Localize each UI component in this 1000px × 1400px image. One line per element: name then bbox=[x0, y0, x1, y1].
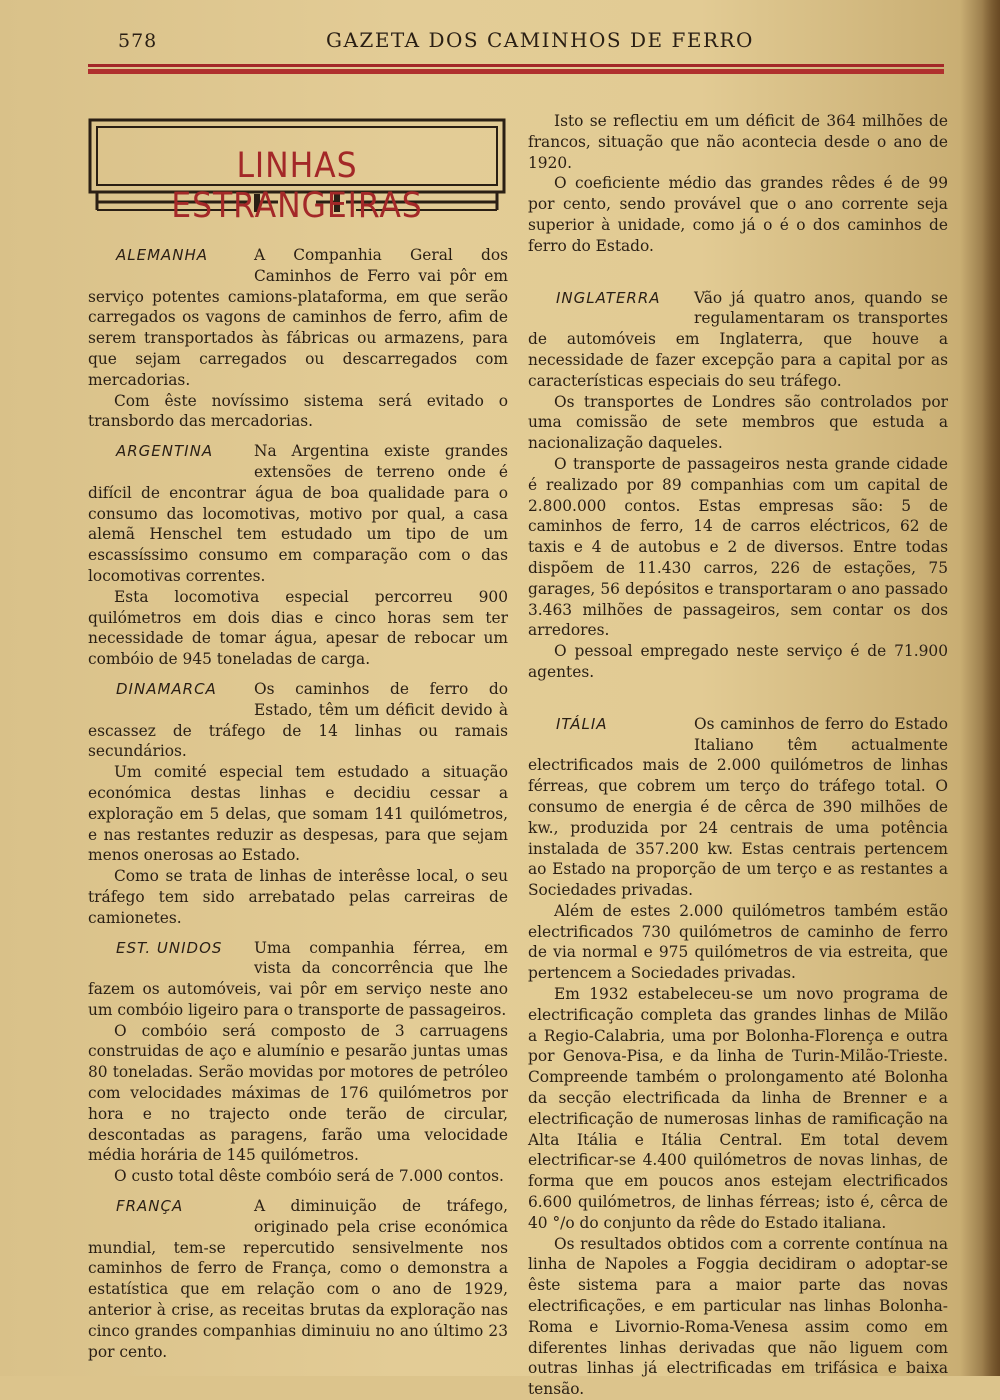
article-paragraph: Além de estes 2.000 quilómetros também estão electrificados 730 quilómetros de caminho de ferro de via normal e 975 quilómetros de via estreita, que pertencem a Sociedades privadas. bbox=[528, 901, 948, 983]
spacer bbox=[528, 683, 948, 705]
section-title: LINHAS ESTRANGEIRAS bbox=[171, 146, 423, 226]
article-paragraph: A diminuição de tráfego, originado pela crise económica mundial, tem-se repercutido sensivelmente nos caminhos de ferro de França, como o demonstra a estatística que em relação com o ano de 1929, anterior à crise, as receitas brutas da exploração nas cinco grandes companhias diminuiu no ano último 23 por cento. bbox=[88, 1197, 508, 1361]
article-paragraph: Os resultados obtidos com a corrente contínua na linha de Napoles a Foggia decidiram o adoptar-se êste sistema para a maior parte das novas electrificações, e em particular nas linhas Bolonha-Roma e Livornio-Roma-Venesa assim como em diferentes linhas derivadas que não liguem com outras linhas já electrificadas em trifásica e baixa tensão. bbox=[528, 1234, 948, 1399]
country-heading: ITÁLIA bbox=[556, 714, 608, 733]
country-heading: ALEMANHA bbox=[116, 246, 209, 264]
article-paragraph: O transporte de passageiros nesta grande cidade é realizado por 89 companhias com um capital de 2.800.000 contos. Estas empresas são: 5 de caminhos de ferro, 14 de carros eléctricos, 62 de taxis e 4 de autobus e 2 de diversos. Entre todas dispõem de 11.430 carros, 226 de estações, 75 garages, 56 depósitos e transportaram o ano passado 3.463 milhões de passageiros, sem contar os dos arredores. bbox=[528, 454, 948, 640]
left-column bbox=[88, 245, 508, 1362]
article-argentina bbox=[88, 441, 508, 587]
article-paragraph: Os caminhos de ferro do Estado, têm um déficit devido à escassez de tráfego de 14 linhas ou ramais secundários. bbox=[88, 679, 508, 761]
running-head: GAZETA DOS CAMINHOS DE FERRO bbox=[326, 28, 754, 52]
article-paragraph: A Companhia Geral dos Caminhos de Ferro vai pôr em serviço potentes camions-plataforma, em que serão carregados os vagons de caminhos de ferro, afim de serem transportados às fábricas ou armazens, para que sejam carregados ou descarregados com mercadorias. bbox=[88, 246, 508, 389]
article-paragraph: Esta locomotiva especial percorreu 900 quilómetros em dois dias e cinco horas sem ter necessidade de tomar água, apesar de rebocar um combóio de 945 toneladas de carga. bbox=[88, 587, 508, 669]
article-franca bbox=[88, 1196, 508, 1362]
article-paragraph: O combóio será composto de 3 carruagens construidas de aço e alumínio e pesarão juntas umas 80 toneladas. Serão movidas por motores de petróleo com velocidades máximas de 176 quilómetros por hora e no trajecto onde terão de circular, descontadas as paragens, farão uma velocidade média horária de 145 quilómetros. bbox=[88, 1021, 508, 1165]
page-header bbox=[88, 26, 944, 56]
country-heading: FRANÇA bbox=[116, 1197, 184, 1216]
article-paragraph: O custo total dêste combóio será de 7.000 contos. bbox=[114, 1167, 504, 1186]
country-heading: INGLATERRA bbox=[556, 288, 661, 307]
article-paragraph: Vão já quatro anos, quando se regulamentaram os transportes de automóveis em Inglaterra, que houve a necessidade de fazer excepção para a capital por as características especiais do seu tráfego. bbox=[528, 288, 948, 390]
header-rule bbox=[88, 64, 944, 76]
article-paragraph: Como se trata de linhas de interêsse local, o seu tráfego tem sido arrebatado pelas carreiras de camionetes. bbox=[88, 867, 508, 927]
article-paragraph: Na Argentina existe grandes extensões de terreno onde é difícil de encontrar água de boa qualidade para o consumo das locomotivas, motivo por qual, a casa alemã Henschel tem estudado um tipo de um escassíssimo consumo em comparação com o das locomotivas correntes. bbox=[88, 442, 508, 585]
page-edge-shadow bbox=[982, 0, 1000, 1376]
country-heading: DINAMARCA bbox=[116, 679, 217, 698]
header-rule-line-top bbox=[88, 64, 944, 67]
article-paragraph: Em 1932 estabeleceu-se um novo programa de electrificação completa das grandes linhas de Milão a Regio-Calabria, uma por Bolonha-Florença e outra por Genova-Pisa, e da linha de Turin-Milão-Trieste. Compreende também o prolongamento até Bolonha da secção electrificada da linha de Brenner e a electrificação de numerosas linhas de ramificação na Alta Itália e Itália Central. Em total devem electrificar-se 4.400 quilómetros de novas linhas, de forma que em poucos anos estejam electrificados 6.600 quilómetros, de linhas férreas; isto é, cêrca de 40 °/o do conjunto da rêde do Estado italiana. bbox=[528, 985, 948, 1232]
article-alemanha bbox=[88, 245, 508, 391]
article-paragraph: Uma companhia férrea, em vista da concorrência que lhe fazem os automóveis, vai pôr em serviço neste ano um combóio ligeiro para o transporte de passageiros. bbox=[88, 938, 508, 1019]
article-paragraph: Os transportes de Londres são controlados por uma comissão de sete membros que estuda a nacionalização daqueles. bbox=[528, 392, 948, 453]
country-heading: ARGENTINA bbox=[116, 442, 214, 461]
country-heading: EST. UNIDOS bbox=[116, 938, 223, 957]
article-paragraph: O pessoal empregado neste serviço é de 71.900 agentes. bbox=[528, 642, 948, 681]
right-column bbox=[528, 111, 948, 1400]
article-est-unidos bbox=[88, 938, 508, 1021]
article-paragraph: Isto se reflectiu em um déficit de 364 milhões de francos, situação que não acontecia desde o ano de 1920. bbox=[528, 112, 948, 172]
section-title-box bbox=[88, 118, 506, 226]
article-paragraph: Com êste novíssimo sistema será evitado o transbordo das mercadorias. bbox=[88, 391, 508, 431]
page-number: 578 bbox=[118, 30, 158, 52]
article-paragraph: Os caminhos de ferro do Estado Italiano têm actualmente electrificados mais de 2.000 quilómetros de linhas férreas, que cobrem um terço do tráfego total. O consumo de energia é de cêrca de 390 milhões de kw., produzida por 24 centrais de uma potência instalada de 357.200 kw. Estas centrais pertencem ao Estado na proporção de um terço e as restantes a Sociedades privadas. bbox=[528, 714, 948, 900]
spacer bbox=[528, 257, 948, 279]
article-inglaterra bbox=[528, 288, 948, 392]
article-italia bbox=[528, 714, 948, 901]
article-paragraph: Um comité especial tem estudado a situação económica destas linhas e decidiu cessar a exploração em 5 delas, que somam 141 quilómetros, e nas restantes reduzir as despesas, para que sejam menos onerosas ao Estado. bbox=[88, 763, 508, 865]
article-dinamarca bbox=[88, 679, 508, 762]
article-paragraph: O coeficiente médio das grandes rêdes é de 99 por cento, sendo provável que o ano corrente seja superior à unidade, como já o é o dos caminhos de ferro do Estado. bbox=[528, 174, 948, 255]
header-rule-line-bottom bbox=[88, 69, 944, 74]
